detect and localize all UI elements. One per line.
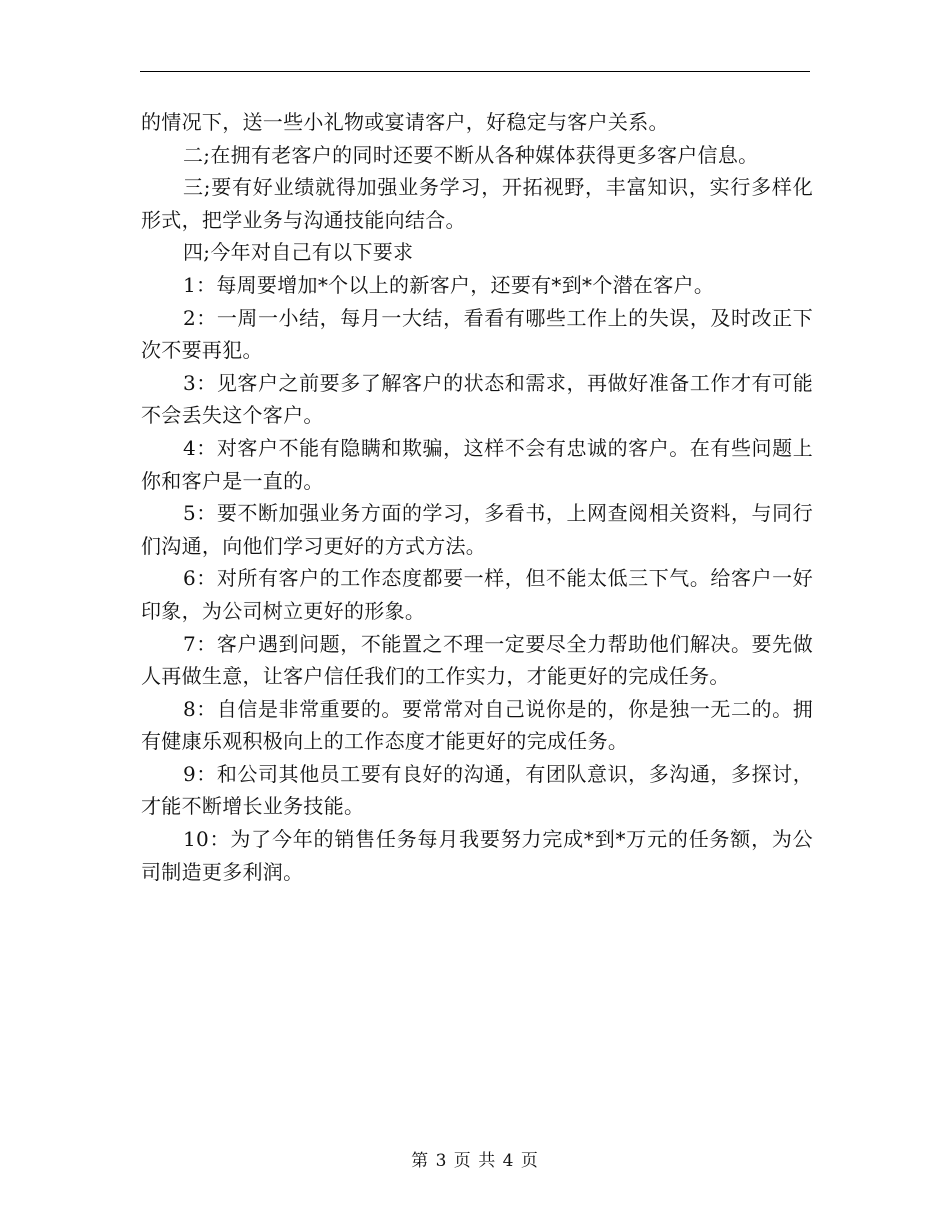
footer-middle: 页 共 [453,1151,497,1171]
paragraph-6: 3：见客户之前要多了解客户的状态和需求，再做好准备工作才有可能不会丢失这个客户。 [141,370,813,428]
paragraph-5: 2：一周一小结，每月一大结，看看有哪些工作上的失误，及时改正下次不要再犯。 [141,305,813,363]
paragraph-11: 8：自信是非常重要的。要常常对自己说你是的，你是独一无二的。拥有健康乐观积极向上的工作态度才能更好的完成任务。 [141,696,813,754]
paragraph-4: 1：每周要增加*个以上的新客户，还要有*到*个潜在客户。 [183,272,715,297]
paragraph-10: 7：客户遇到问题，不能置之不理一定要尽全力帮助他们解决。要先做人再做生意，让客户信任我们的工作实力，才能更好的完成任务。 [141,631,813,689]
footer-current-page: 3 [435,1151,448,1171]
paragraph-8: 5：要不断加强业务方面的学习，多看书，上网查阅相关资料，与同行们沟通，向他们学习更好的方式方法。 [141,501,813,558]
page-footer [0,1146,950,1171]
header-rule [140,71,810,72]
paragraph-0: 的情况下，送一些小礼物或宴请客户，好稳定与客户关系。 [141,110,669,134]
paragraph-3: 四;今年对自己有以下要求 [183,240,414,265]
paragraph-13: 10：为了今年的销售任务每月我要努力完成*到*万元的任务额，为公司制造更多利润。 [141,827,813,884]
footer-prefix: 第 [411,1151,430,1171]
document-body [141,106,813,888]
footer-suffix: 页 [520,1151,539,1171]
paragraph-7: 4：对客户不能有隐瞒和欺骗，这样不会有忠诚的客户。在有些问题上你和客户是一直的。 [141,435,813,493]
paragraph-12: 9：和公司其他员工要有良好的沟通，有团队意识，多沟通，多探讨，才能不断增长业务技能。 [141,761,813,819]
paragraph-2: 三;要有好业绩就得加强业务学习，开拓视野，丰富知识，实行多样化形式，把学业务与沟通技能向结合。 [141,175,813,232]
footer-total-pages: 4 [502,1151,515,1171]
paragraph-9: 6：对所有客户的工作态度都要一样，但不能太低三下气。给客户一好印象，为公司树立更好的形象。 [141,566,813,623]
paragraph-1: 二;在拥有老客户的同时还要不断从各种媒体获得更多客户信息。 [183,142,759,167]
